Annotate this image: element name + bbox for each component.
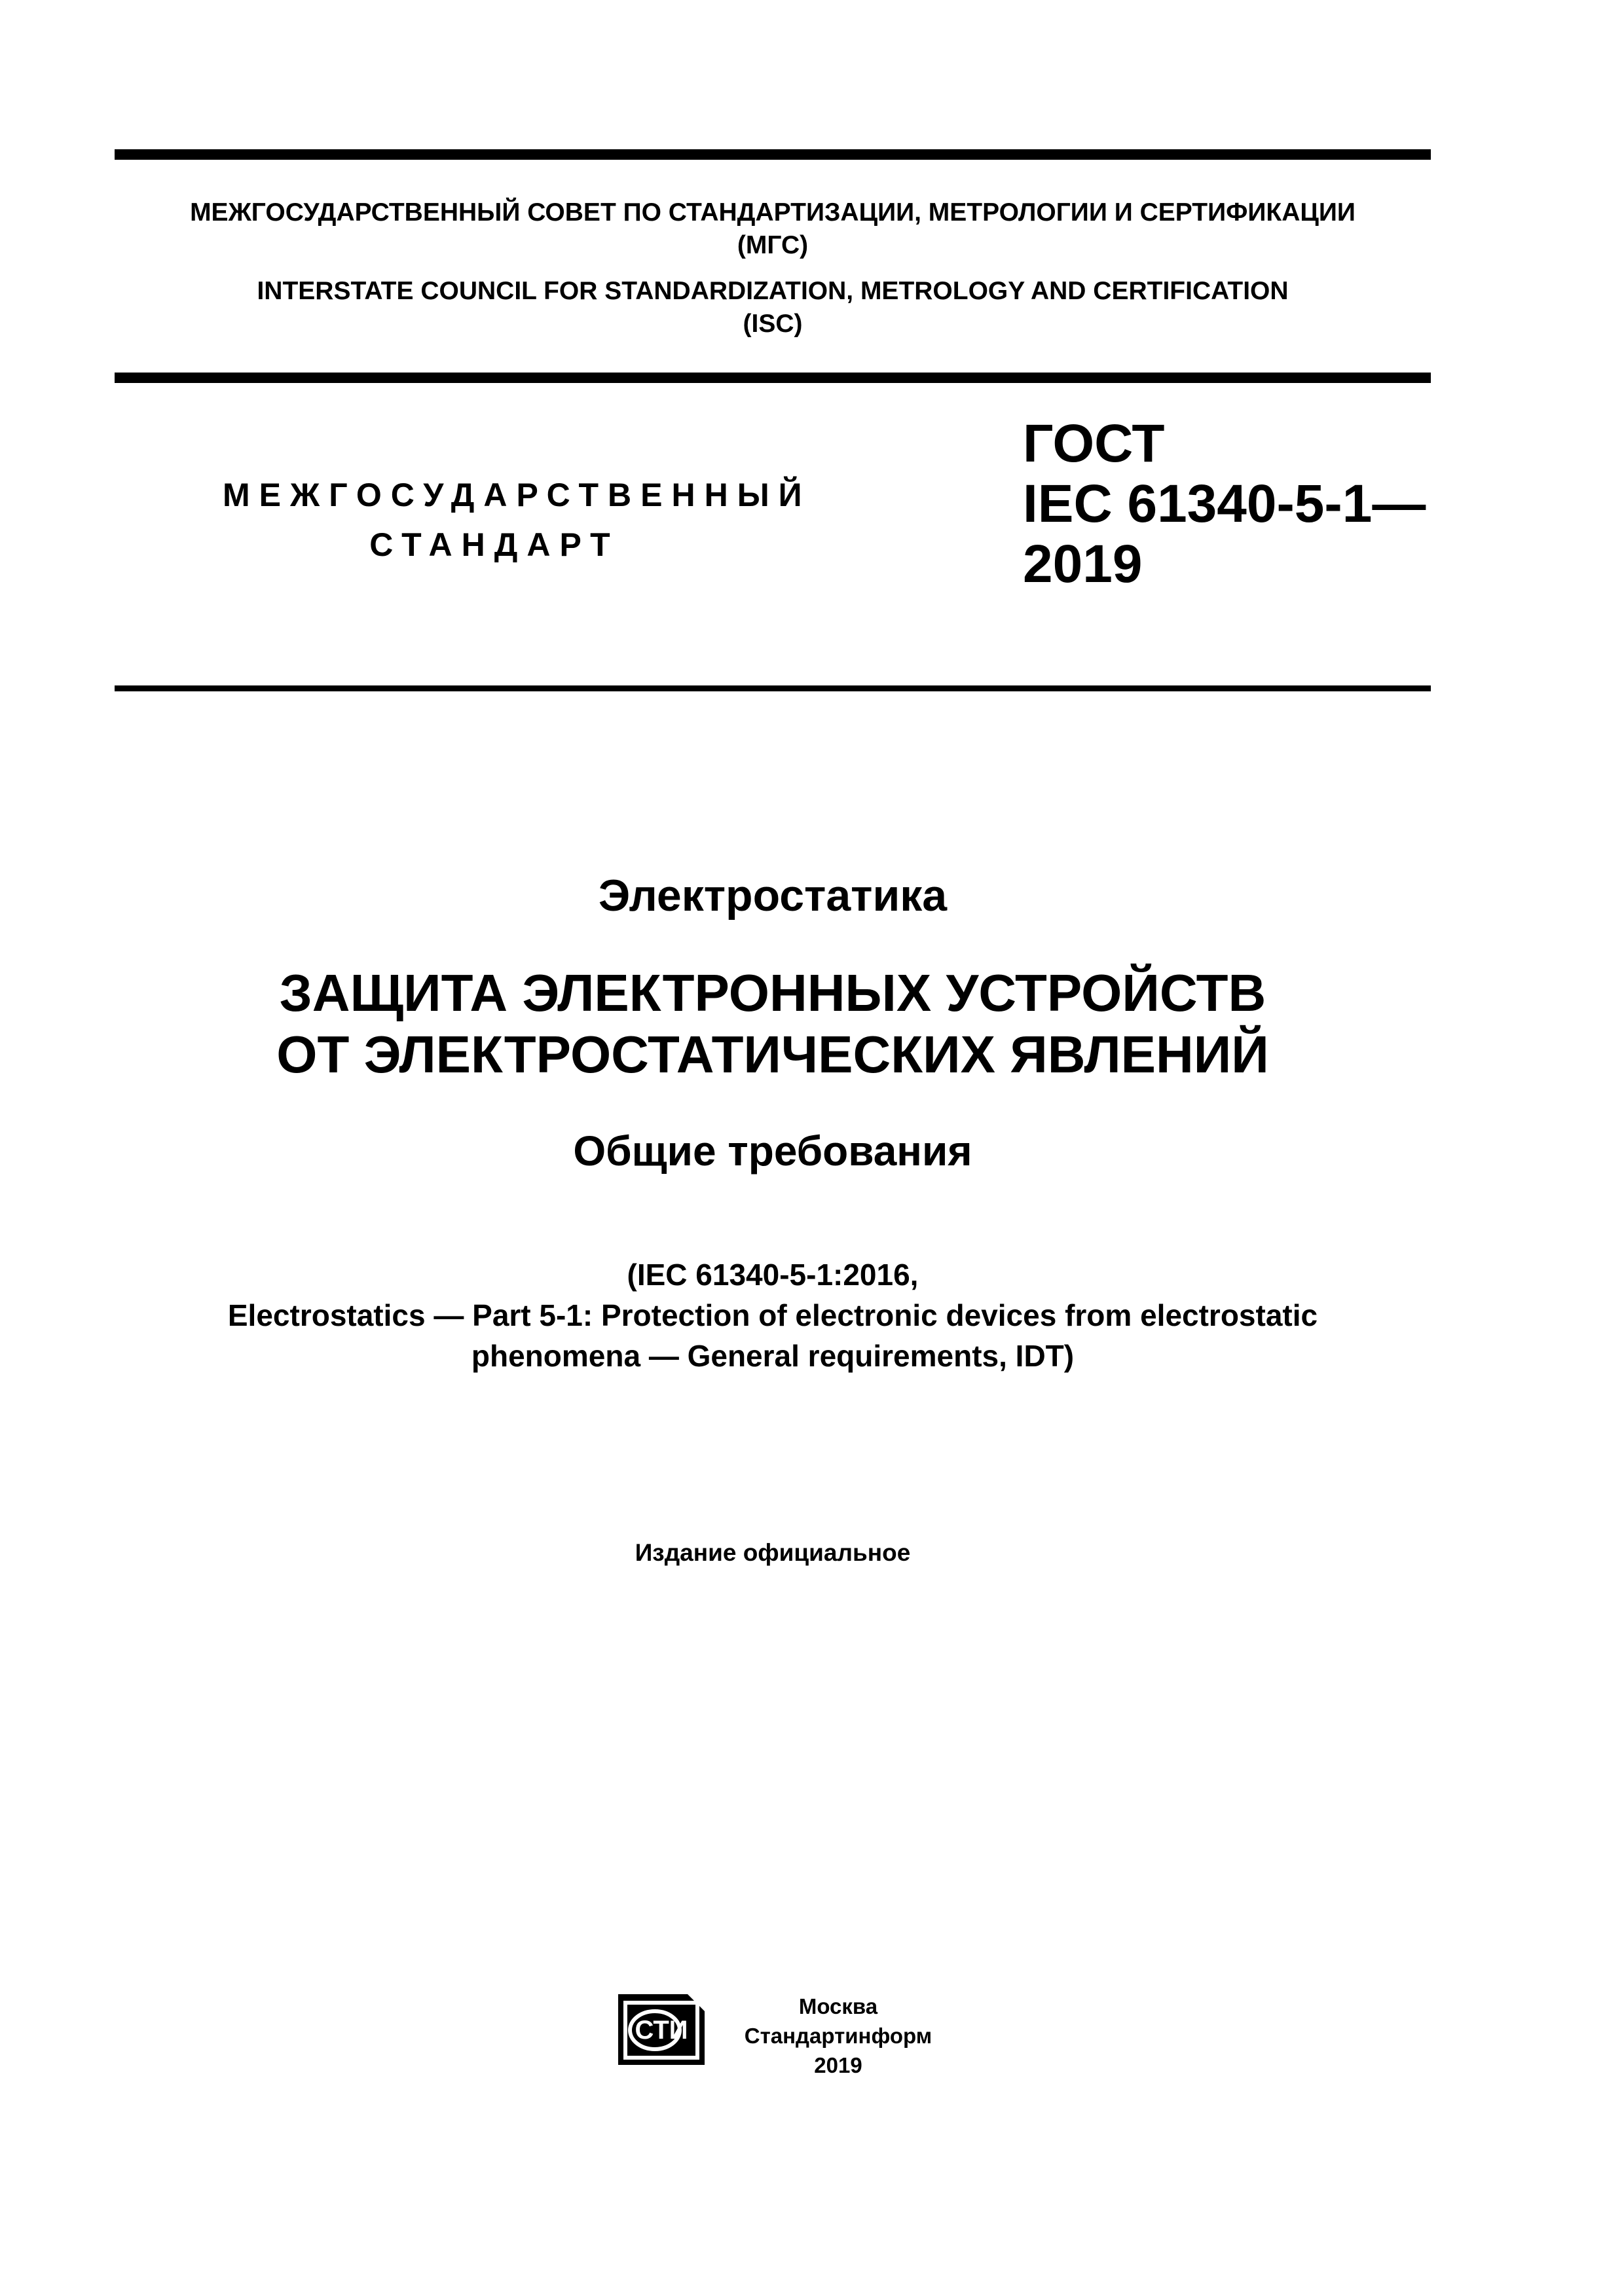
logo-text: СТИ: [635, 2016, 688, 2045]
publisher-year: 2019: [814, 2053, 862, 2077]
reference-line1: (IEC 61340-5-1:2016,: [627, 1258, 919, 1292]
council-en-abbrev: (ISC): [743, 310, 803, 338]
standard-kind-line2: СТАНДАРТ: [369, 526, 619, 563]
designation-rule: [115, 685, 1431, 691]
edition-note: Издание официальное: [635, 1539, 911, 1566]
reference-line2: Electrostatics — Part 5-1: Protection of electronic devices from electrostatic: [227, 1298, 1318, 1332]
subtitle: Общие требования: [573, 1127, 972, 1175]
council-ru-line1: МЕЖГОСУДАРСТВЕННЫЙ СОВЕТ ПО СТАНДАРТИЗАЦИИ, МЕТРОЛОГИИ И СЕРТИФИКАЦИИ: [190, 198, 1356, 227]
group-title: Электростатика: [598, 871, 948, 920]
designation-gost: ГОСТ: [1023, 414, 1165, 473]
standard-kind-line1: МЕЖГОСУДАРСТВЕННЫЙ: [223, 477, 811, 513]
reference-line3: phenomena — General requirements, IDT): [471, 1339, 1075, 1373]
designation-year: 2019: [1023, 534, 1143, 594]
header-rule: [115, 373, 1431, 383]
publisher-block: [707, 1992, 969, 2080]
publisher-city: Москва: [798, 1994, 878, 2018]
international-reference: [115, 1254, 1431, 1376]
council-en-line1: INTERSTATE COUNCIL FOR STANDARDIZATION, METROLOGY AND CERTIFICATION: [257, 277, 1289, 305]
publisher-name: Стандартинформ: [744, 2024, 932, 2048]
standard-designation: [1023, 414, 1426, 594]
council-name-en: [115, 275, 1431, 340]
standartinform-logo-icon: [614, 1992, 707, 2069]
council-name-ru: [115, 196, 1431, 262]
top-rule: [115, 149, 1431, 160]
standard-kind: [223, 470, 811, 570]
main-title-line1: ЗАЩИТА ЭЛЕКТРОННЫХ УСТРОЙСТВ: [279, 964, 1266, 1022]
main-title-line2: ОТ ЭЛЕКТРОСТАТИЧЕСКИХ ЯВЛЕНИЙ: [276, 1025, 1269, 1084]
council-ru-abbrev: (МГС): [737, 231, 809, 259]
designation-number: IEC 61340-5-1—: [1023, 474, 1426, 534]
